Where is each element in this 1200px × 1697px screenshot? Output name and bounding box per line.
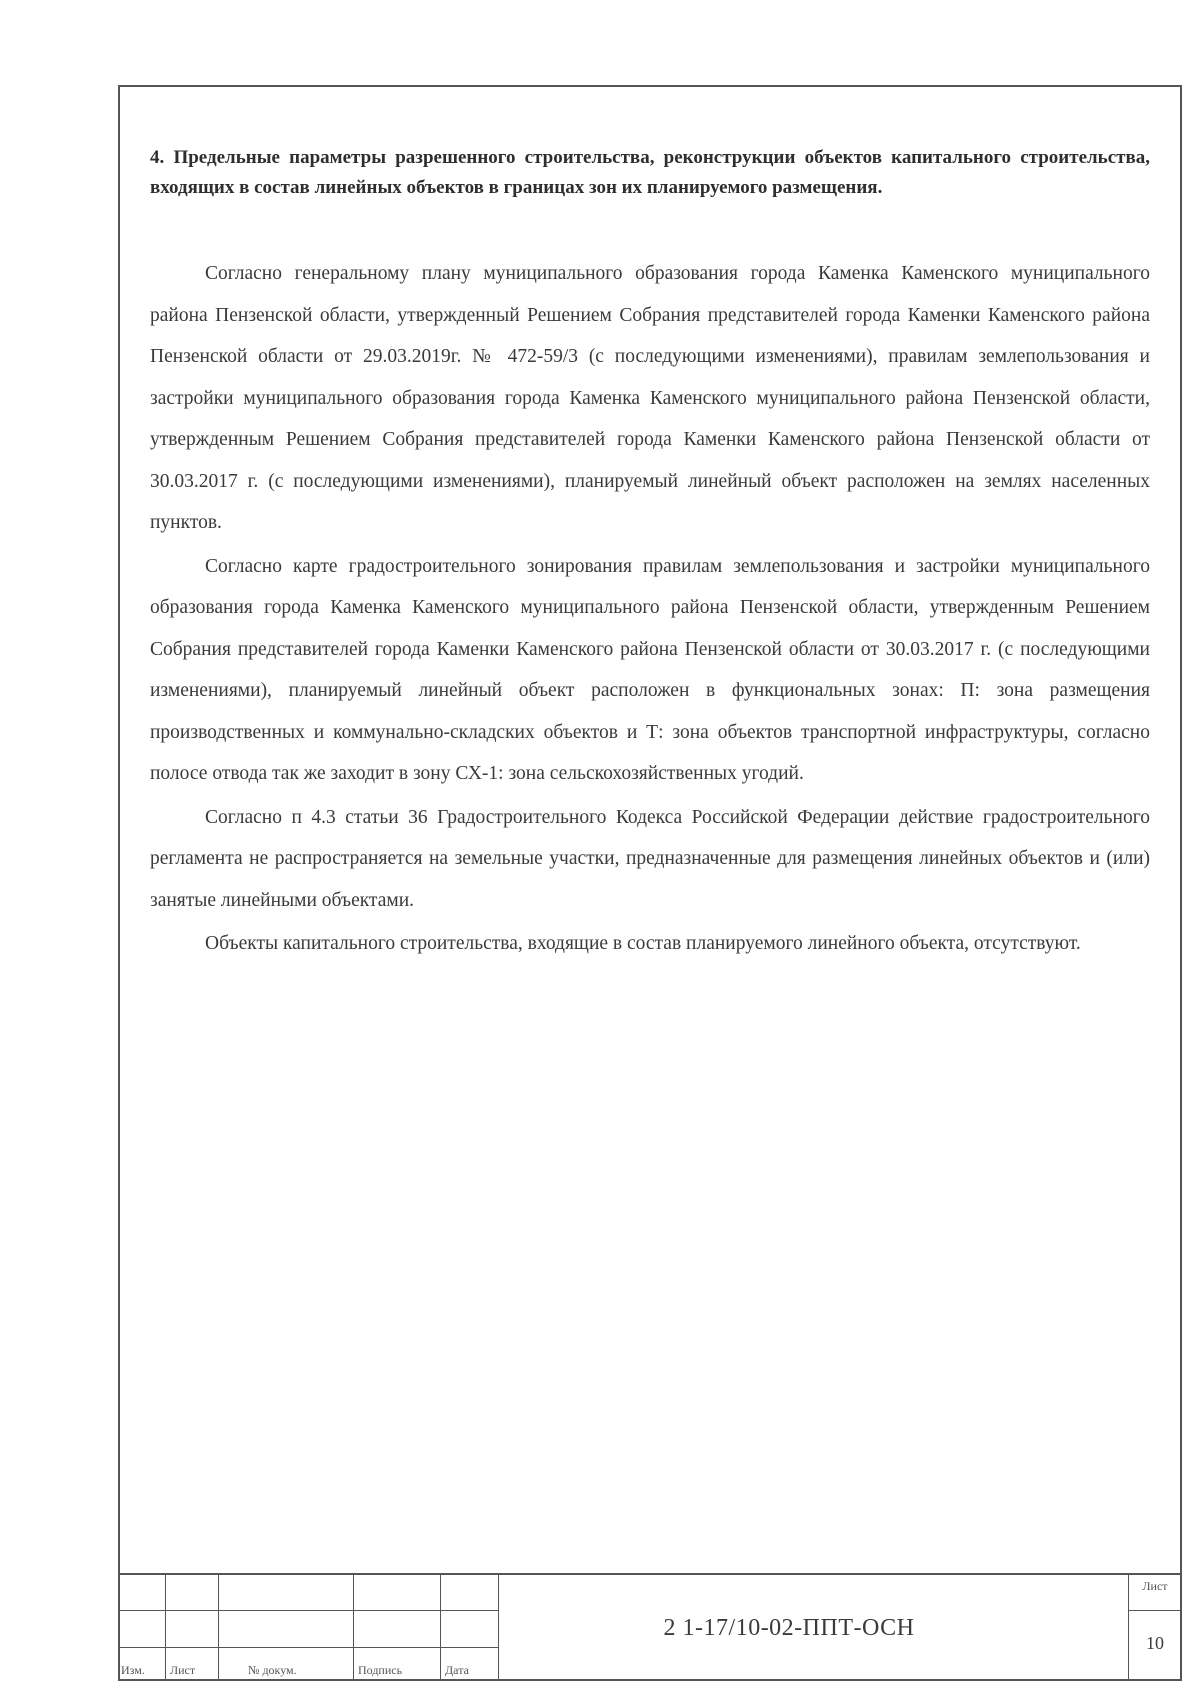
stamp-label-izm: Изм. (121, 1663, 145, 1677)
paragraph-town-planning-code: Согласно п 4.3 статьи 36 Градостроительного Кодекса Российской Федерации действие градостроительного регламента не распространяется на земельные участки, предназначенные для размещения линейных объектов и (или) занятые линейными объектами. (150, 806, 1150, 911)
title-block-row-line (1128, 1610, 1182, 1611)
paragraph-capital-objects: Объекты капитального строительства, входящие в состав планируемого линейного объекта, отсутствуют. (205, 933, 1081, 954)
title-block-divider (440, 1575, 441, 1681)
title-block-row-line (118, 1647, 498, 1648)
title-block (118, 1573, 1182, 1681)
stamp-label-sign: Подпись (358, 1663, 403, 1677)
document-code: 2 1-17/10-02-ППТ-ОСН (663, 1615, 915, 1641)
paragraph-zoning-map: Согласно карте градостроительного зонирования правилам землепользования и застройки муниципального образования города Каменка Каменского муниципального района Пензенской области, утвержденным Решением Собрания представителей города Каменки Каменского района Пензенской области от 30.03.2017 г. (с последующими изменениями), планируемый линейный объект расположен в функциональных зонах: П: зона размещения производственных и коммунально-складских объектов и Т: зона объектов транспортной инфраструктуры, согласно полосе отвода так же заходит в зону СХ-1: зона сельскохозяйственных угодий. (150, 555, 1150, 784)
stamp-label-list: Лист (170, 1663, 196, 1677)
section-heading: 4. Предельные параметры разрешенного строительства, реконструкции объектов капитального строительства, входящих в состав линейных объектов в границах зон их планируемого размещения. (150, 147, 1150, 198)
title-block-divider (353, 1575, 354, 1681)
title-block-divider (165, 1575, 166, 1681)
sheet-number: 10 (1146, 1633, 1164, 1653)
paragraph-general-plan: Согласно генеральному плану муниципального образования города Каменка Каменского муниципального района Пензенской области, утвержденный Решением Собрания представителей города Каменки Каменского района Пензенской области от 29.03.2019г. № 472-59/3 (с последующими изменениями), правилам землепользования и застройки муниципального образования города Каменка Каменского муниципального района Пензенской области, утвержденным Решением Собрания представителей города Каменки Каменского района Пензенской области от 30.03.2017 г. (с последующими изменениями), планируемый линейный объект расположен на землях населенных пунктов. (150, 263, 1150, 533)
title-block-row-line (118, 1610, 498, 1611)
document-body (150, 143, 1150, 965)
sheet-label: Лист (1142, 1579, 1168, 1593)
title-block-divider (218, 1575, 219, 1681)
stamp-label-date: Дата (445, 1663, 469, 1677)
stamp-label-doc: № докум. (248, 1663, 297, 1677)
